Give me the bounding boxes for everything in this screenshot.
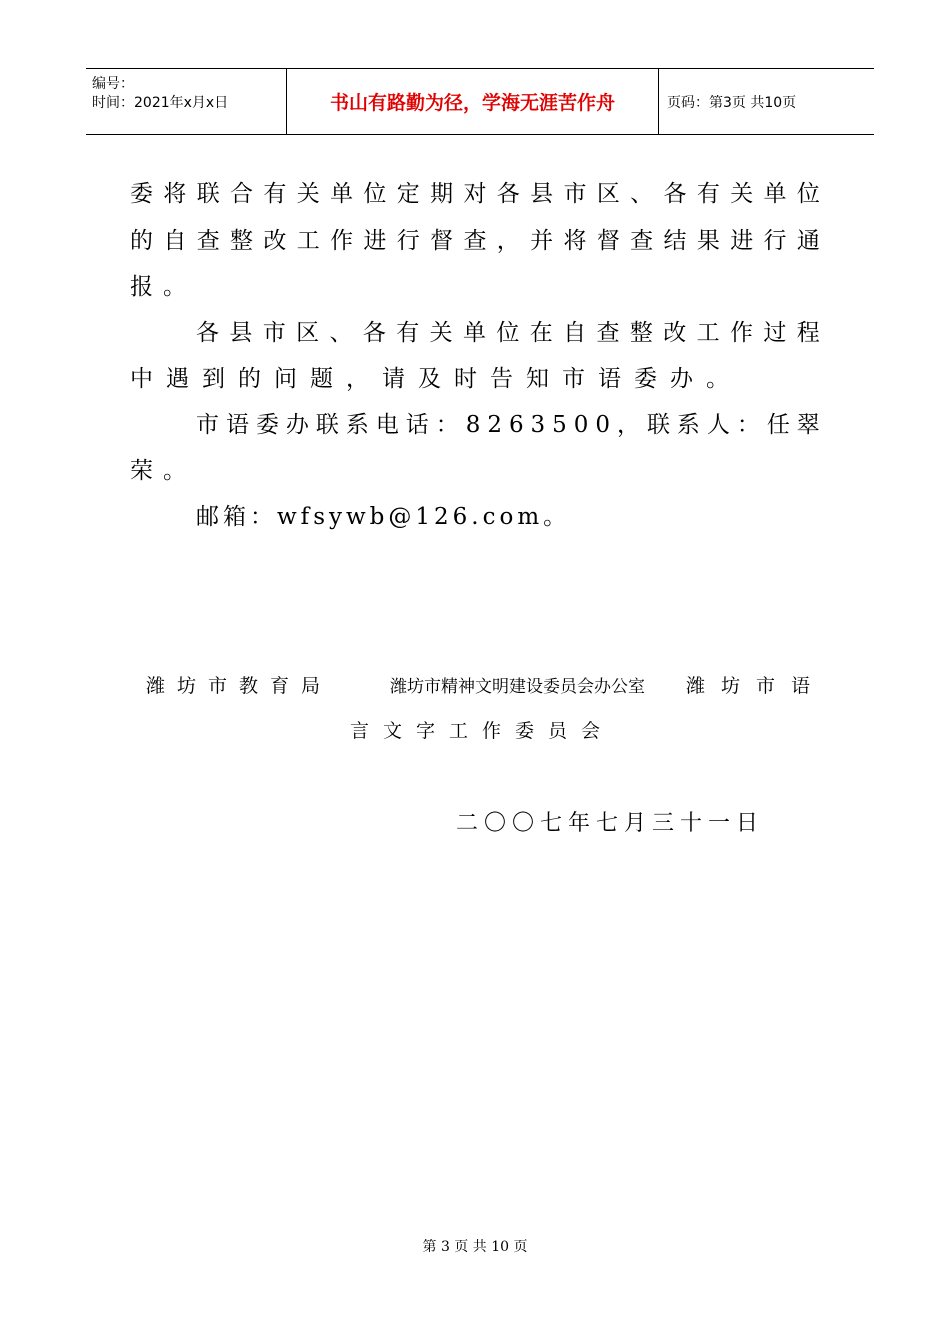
body-char: 进 [363, 228, 387, 254]
body-char: ： [435, 412, 459, 438]
body-char: 将 [563, 228, 587, 254]
body-char: 整 [629, 320, 653, 346]
body-char: ： [736, 412, 760, 438]
body-char: 自 [163, 228, 187, 254]
body-char: 翠 [796, 412, 820, 438]
body-char: 3 [530, 412, 546, 438]
body-char: 2 [487, 412, 502, 438]
body-char: 位 [496, 320, 520, 346]
body-char: 程 [796, 320, 820, 346]
body-char: 将 [163, 181, 187, 207]
body-char: 任 [766, 412, 790, 438]
body-char: 县 [229, 320, 253, 346]
header-page-info: 页码：第3页 共10页 [667, 94, 797, 111]
body-char: 区 [296, 320, 320, 346]
body-char: 整 [230, 228, 254, 254]
body-char: 语 [225, 412, 249, 438]
header-motto-cell [286, 69, 659, 134]
body-char: 、 [329, 320, 353, 346]
body-char: 督 [430, 228, 454, 254]
body-char: 工 [696, 320, 720, 346]
body-char: 果 [696, 228, 720, 254]
body-char: 合 [230, 181, 254, 207]
body-line-2 [130, 227, 820, 255]
document-header [86, 68, 874, 135]
body-char: 进 [730, 228, 754, 254]
body-char: 区 [596, 181, 620, 207]
body-char: 结 [663, 228, 687, 254]
body-char: 查 [596, 320, 620, 346]
body-char: 5 [552, 412, 567, 438]
body-char: 行 [396, 228, 420, 254]
paragraph-2-line-1 [196, 319, 820, 347]
body-char: 各 [663, 181, 687, 207]
contact-line-1 [196, 411, 820, 439]
body-char: 办 [285, 412, 309, 438]
signature-org-language-committee-part2: 言文字工作委员会 [350, 720, 615, 742]
body-char: 作 [730, 320, 753, 346]
body-char: ， [616, 412, 640, 438]
body-char: 的 [130, 228, 153, 254]
body-char: 电 [375, 412, 399, 438]
body-char: 有 [696, 181, 720, 207]
body-char: 各 [196, 320, 219, 346]
body-char: 话 [405, 412, 429, 438]
header-page-cell [659, 69, 874, 134]
document-time-label: 时间：2021年x月x日 [92, 95, 229, 111]
body-char: 6 [508, 412, 524, 438]
body-char: 联 [196, 181, 220, 207]
body-char: 联 [315, 412, 339, 438]
body-char: 关 [296, 181, 320, 207]
body-char: 过 [763, 320, 787, 346]
body-char: 位 [363, 181, 387, 207]
body-char: 委 [255, 412, 279, 438]
body-char: 查 [196, 228, 220, 254]
body-char: 在 [529, 320, 553, 346]
body-char: 市 [196, 412, 219, 438]
body-char: 关 [730, 181, 754, 207]
body-char: 0 [595, 412, 611, 438]
document-number-label: 编号： [92, 76, 134, 92]
body-char: 委 [130, 181, 153, 207]
body-char: 查 [463, 228, 487, 254]
body-char: 系 [345, 412, 369, 438]
contact-line-2: 荣。 [130, 458, 196, 484]
signature-org-language-committee-part1: 潍坊市语 [686, 675, 827, 697]
body-line-3: 报。 [130, 274, 196, 300]
body-char: 县 [530, 181, 554, 207]
body-char: 、 [630, 181, 654, 207]
body-char: 各 [362, 320, 386, 346]
body-char: 单 [463, 320, 486, 346]
body-char: 有 [263, 181, 287, 207]
body-char: 市 [563, 181, 587, 207]
page-footer: 第 3 页 共 10 页 [422, 1239, 528, 1255]
body-char: 行 [763, 228, 787, 254]
body-char: 期 [430, 181, 454, 207]
body-char: 改 [263, 228, 287, 254]
body-char: 并 [530, 228, 554, 254]
body-char: 自 [563, 320, 587, 346]
body-char: 关 [429, 320, 453, 346]
body-char: 定 [396, 181, 420, 207]
body-char: 督 [596, 228, 620, 254]
body-line-1 [130, 180, 820, 208]
body-char: 联 [646, 412, 670, 438]
body-char: 改 [663, 320, 687, 346]
body-char: 单 [763, 181, 787, 207]
body-char: 单 [330, 181, 354, 207]
body-char: 0 [573, 412, 589, 438]
signature-org-civilization-office: 潍坊市精神文明建设委员会办公室 [390, 677, 645, 697]
body-char: 人 [706, 412, 730, 438]
body-char: 有 [396, 320, 420, 346]
signature-date: 二〇〇七年七月三十一日 [456, 811, 765, 836]
header-motto: 书山有路勤为径，学海无涯苦作舟 [329, 92, 615, 114]
body-char: 通 [796, 228, 820, 254]
signature-org-education-bureau: 潍坊市教育局 [146, 675, 333, 697]
body-char: 8 [465, 412, 481, 438]
body-char: 位 [796, 181, 820, 207]
body-char: 市 [262, 320, 286, 346]
header-meta [86, 69, 286, 134]
body-char: 系 [676, 412, 700, 438]
body-char: 查 [630, 228, 654, 254]
body-char: 作 [330, 228, 354, 254]
body-char: ， [496, 228, 520, 254]
body-char: 对 [463, 181, 487, 207]
paragraph-2-line-2: 中遇到的问题，请及时告知市语委办。 [130, 366, 742, 392]
body-char: 各 [496, 181, 520, 207]
email-line: 邮箱：wfsywb@126.com。 [196, 504, 571, 530]
body-char: 工 [296, 228, 320, 254]
